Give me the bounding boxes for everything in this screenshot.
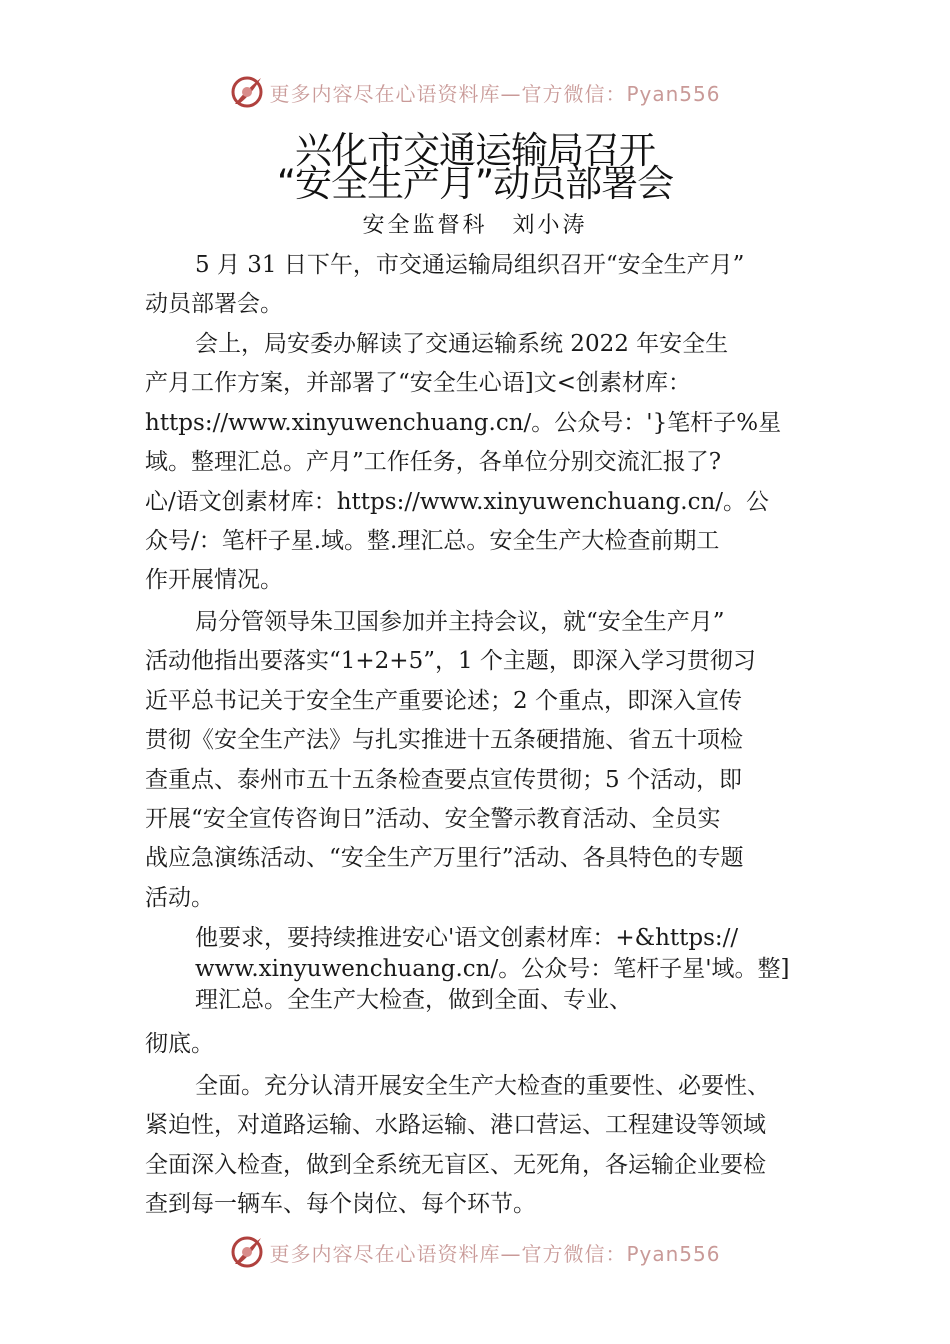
byline: 安全监督科 刘小涛 xyxy=(362,213,588,238)
footer-banner xyxy=(0,1230,950,1274)
paragraph-2 xyxy=(145,325,825,601)
text-line: https://www.xinyuwenchuang.cn/。公众号：'}笔杆子%星 xyxy=(145,409,782,436)
paragraph-3 xyxy=(145,603,825,918)
text-line: 紧迫性，对道路运输、水路运输、港口营运、工程建设等领域 xyxy=(145,1112,766,1139)
paragraph-4-line: www.xinyuwenchuang.cn/。公众号：笔杆子星'域。整] xyxy=(195,956,790,982)
text-line: 贯彻《安全生产法》与扎实推进十五条硬措施、省五十项检 xyxy=(145,727,743,754)
text-line: 心/语文创素材库：https://www.xinyuwenchuang.cn/。公 xyxy=(145,488,770,515)
footer-banner-text: 更多内容尽在心语资料库—官方微信：Pyan556 xyxy=(269,1241,721,1266)
quill-logo-icon xyxy=(229,1234,265,1270)
title-line-2: “安全生产月”动员部署会 xyxy=(276,162,674,205)
text-line: 作开展情况。 xyxy=(145,567,283,594)
header-banner-text: 更多内容尽在心语资料库—官方微信：Pyan556 xyxy=(269,81,721,106)
paragraph-4-line: 理汇总。全生产大检查，做到全面、专业、 xyxy=(195,987,632,1013)
paragraph-1 xyxy=(145,246,825,325)
text-line: 动员部署会。 xyxy=(145,291,283,318)
text-line: 全面深入检查，做到全系统无盲区、无死角，各运输企业要检 xyxy=(145,1151,766,1178)
text-line: 域。整理汇总。产月”工作任务，各单位分别交流汇报了? xyxy=(145,449,722,476)
quill-logo-icon xyxy=(229,74,265,110)
text-line: 近平总书记关于安全生产重要论述；2 个重点，即深入宣传 xyxy=(145,687,742,714)
text-line: 开展“安全宣传咨询日”活动、安全警示教育活动、全员实 xyxy=(145,806,721,833)
text-line: 查重点、泰州市五十五条检查要点宣传贯彻；5 个活动，即 xyxy=(145,766,742,793)
text-line: 局分管领导朱卫国参加并主持会议，就“安全生产月” xyxy=(195,609,725,635)
paragraph-4-line: 彻底。 xyxy=(145,1031,214,1057)
paragraph-5 xyxy=(145,1067,825,1225)
text-line: 战应急演练活动、“安全生产万里行”活动、各具特色的专题 xyxy=(145,845,744,872)
text-line: 产月工作方案，并部署了“安全生心语]文<创素材库： xyxy=(145,370,692,397)
header-banner xyxy=(0,70,950,114)
text-line: 众号/：笔杆子星.域。整.理汇总。安全生产大检查前期工 xyxy=(145,528,720,555)
title-line-1: 兴化市交通运输局召开 xyxy=(295,129,655,172)
paragraph-4-line: 他要求，要持续推进安心'语文创素材库：+&https:// xyxy=(195,925,739,951)
text-line: 查到每一辆车、每个岗位、每个环节。 xyxy=(145,1191,536,1218)
text-line: 会上，局安委办解读了交通运输系统 2022 年安全生 xyxy=(195,331,729,357)
text-line: 活动。 xyxy=(145,884,214,911)
text-line: 活动他指出要落实“1+2+5”，1 个主题，即深入学习贯彻习 xyxy=(145,648,756,675)
text-line: 5 月 31 日下午，市交通运输局组织召开“安全生产月” xyxy=(195,252,745,278)
text-line: 全面。充分认清开展安全生产大检查的重要性、必要性、 xyxy=(195,1073,770,1099)
